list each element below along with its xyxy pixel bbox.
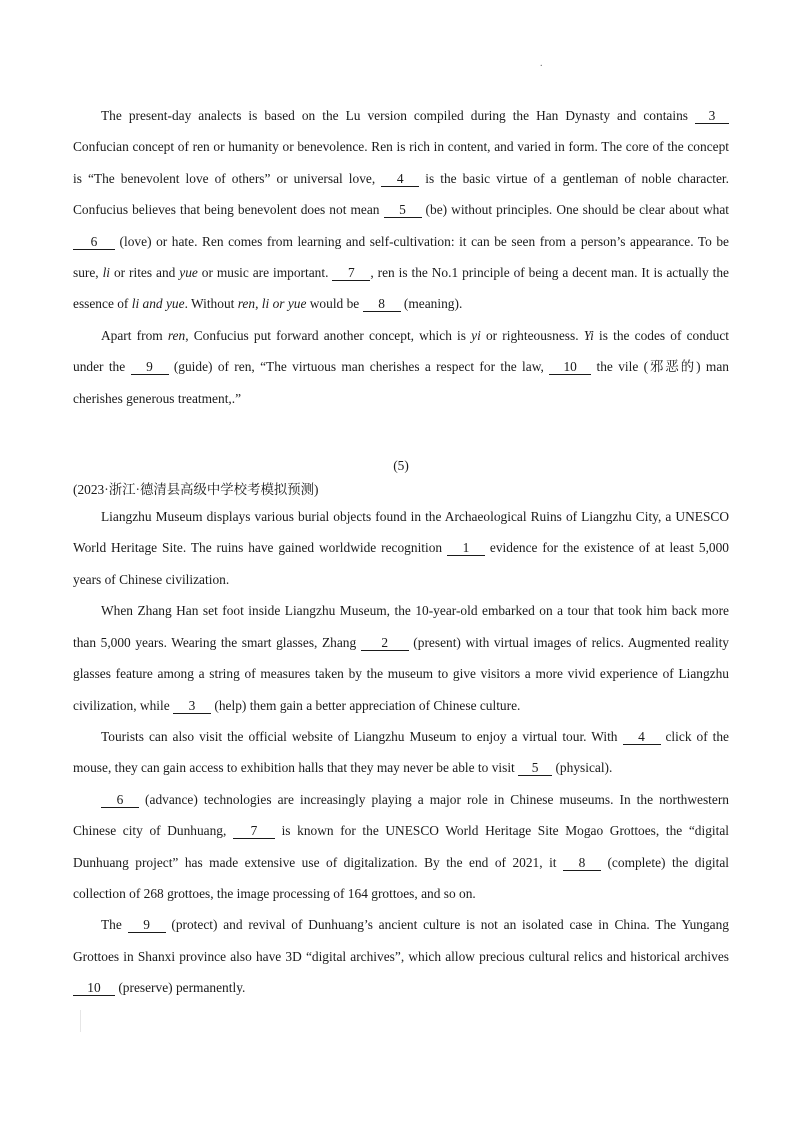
blank-3: 3 (173, 698, 211, 714)
s5-paragraph-4: 6 (advance) technologies are increasingly playing a major role in Chinese museums. In the northwestern Chinese city of Dunhuang, 7 is known for the UNESCO World Heritage Site Mogao Grottoes, the “digital Dunhuang project” has made extensive use of digitalization. By the end of 2021, it 8 (complete) the digital collection of 268 grottoes, the image processing of 164 grottoes, and so on. (73, 791, 729, 901)
blank-7: 7 (233, 823, 275, 839)
document-body (73, 100, 729, 1004)
section-number: (5) (393, 458, 409, 474)
section-source: (2023·浙江·德清县高级中学校考模拟预测) (73, 482, 319, 498)
blank-6: 6 (101, 792, 139, 808)
s5-paragraph-2: When Zhang Han set foot inside Liangzhu Museum, the 10-year-old embarked on a tour that took him back more than 5,000 years. Wearing the smart glasses, Zhang 2 (present) with virtual images of relics. Augmented reality glasses feature among a string of measures taken by the museum to give visitors a more vivid experience of Liangzhu civilization, while 3 (help) them gain a better appreciation of Chinese culture. (73, 603, 730, 713)
blank-10: 10 (549, 359, 591, 375)
s4-paragraph-2: Apart from ren, Confucius put forward another concept, which is yi or righteousness. Yi is the codes of conduct under the 9 (guide) of ren, “The virtuous man cherishes a respect for the law, 10 the vile (邪恶的) man cherishes generous treatment,.” (73, 327, 730, 406)
blank-8: 8 (363, 296, 401, 312)
margin-line (80, 1010, 81, 1032)
blank-6: 6 (73, 234, 115, 250)
blank-4: 4 (381, 171, 419, 187)
s5-paragraph-5: The 9 (protect) and revival of Dunhuang’s ancient culture is not an isolated case in China. The Yungang Grottoes in Shanxi province also have 3D “digital archives”, which allow precious cultural relics and historical archives 10 (preserve) permanently. (73, 917, 729, 996)
blank-9: 9 (131, 359, 169, 375)
blank-1: 1 (447, 540, 485, 556)
blank-5: 5 (518, 760, 552, 776)
s5-paragraph-1: Liangzhu Museum displays various burial objects found in the Archaeological Ruins of Liangzhu City, a UNESCO World Heritage Site. The ruins have gained worldwide recognition 1 evidence for the existence of at least 5,000 years of Chinese civilization. (73, 509, 729, 587)
blank-2: 2 (361, 635, 409, 651)
blank-5: 5 (384, 202, 422, 218)
blank-7: 7 (332, 265, 370, 281)
blank-9: 9 (128, 917, 166, 933)
s5-paragraph-3: Tourists can also visit the official website of Liangzhu Museum to enjoy a virtual tour. With 4 click of the mouse, they can gain access to exhibition halls that they may never be able to visit 5 (physical). (73, 728, 729, 776)
s4-paragraph-1: The present-day analects is based on the Lu version compiled during the Han Dynasty and contains 3 Confucian concept of ren or humanity or benevolence. Ren is rich in content, and varied in form. The core of the concept is “The benevolent love of others” or universal love, 4 is the basic virtue of a gentleman of noble character. Confucius believes that being benevolent does not mean 5 (be) without principles. One should be clear about what 6 (love) or hate. Ren comes from learning and self-cultivation: it can be seen from a person’s appearance. To be sure, li or rites and yue or music are important. 7 , ren is the No.1 principle of being a decent man. It is actually the essence of li and yue. Without ren, li or yue would be 8 (meaning). (73, 108, 730, 312)
blank-8: 8 (563, 855, 601, 871)
blank-4: 4 (623, 729, 661, 745)
page-dot-mark: . (540, 58, 543, 69)
blank-3: 3 (695, 108, 729, 124)
blank-10: 10 (73, 980, 115, 996)
